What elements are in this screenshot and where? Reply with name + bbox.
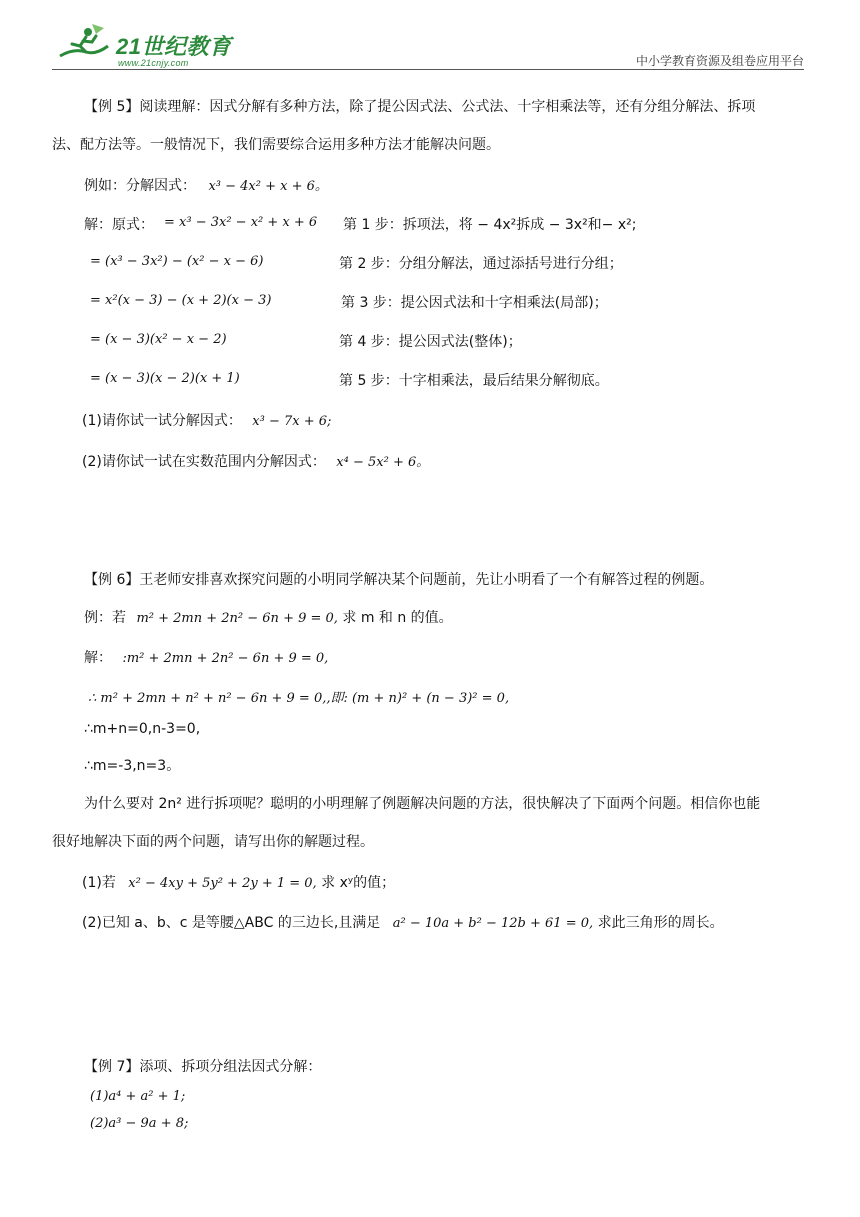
ex7-question-1: (1)a⁴ + a² + 1; [90, 1089, 186, 1104]
ex5-q1-label: (1)请你试一试分解因式： [82, 413, 242, 429]
platform-title: 中小学教育资源及组卷应用平台 [635, 54, 804, 68]
ex6-q2-expr: a² − 10a + b² − 12b + 61 = 0, [392, 916, 594, 931]
ex5-step5-expr: = (x − 3)(x − 2)(x + 1) [90, 371, 240, 386]
ex6-example-expr: m² + 2mn + 2n² − 6n + 9 = 0, [136, 611, 338, 626]
logo [52, 22, 252, 70]
ex5-step2-note: 第 2 步：分组分解法，通过添括号进行分组； [339, 256, 623, 272]
ex5-step2-expr: = (x³ − 3x²) − (x² − x − 6) [90, 254, 264, 269]
ex5-step4-expr: = (x − 3)(x² − x − 2) [90, 332, 227, 347]
ex5-intro-line2: 法、配方法等。一般情况下，我们需要综合运用多种方法才能解决问题。 [52, 137, 500, 153]
ex5-step3-expr: = x²(x − 3) − (x + 2)(x − 3) [90, 293, 272, 308]
ex6-example-label: 例：若 [84, 610, 126, 626]
ex6-why-line2: 很好地解决下面的两个问题，请写出你的解题过程。 [52, 834, 374, 850]
ex6-solution-step3: ∴m+n=0,n-3=0, [84, 721, 201, 737]
ex6-solution [84, 647, 328, 667]
ex6-q1-expr: x² − 4xy + 5y² + 2y + 1 = 0, [128, 876, 317, 891]
ex5-example [84, 175, 328, 195]
ex6-example [84, 607, 453, 627]
ex6-example-tail: 求 m 和 n 的值。 [342, 610, 453, 626]
ex7-question-2: (2)a³ − 9a + 8; [90, 1116, 189, 1131]
logo-url: www.21cnjy.com [118, 58, 189, 68]
runner-icon [52, 22, 112, 70]
ex6-question-1 [82, 872, 395, 892]
ex5-step4-note: 第 4 步：提公因式法(整体)； [339, 334, 522, 350]
ex5-q1-expr: x³ − 7x + 6; [252, 414, 332, 429]
page-header [52, 22, 804, 70]
ex7-intro: 【例 7】添项、拆项分组法因式分解： [84, 1059, 322, 1075]
ex6-q2-tail: 求此三角形的周长。 [597, 915, 724, 931]
ex5-example-label: 例如：分解因式： [84, 178, 196, 194]
ex5-question-1 [82, 410, 331, 430]
ex6-question-2 [82, 912, 724, 932]
ex5-q2-expr: x⁴ − 5x² + 6。 [336, 455, 430, 470]
ex6-q1-tail: 求 xʸ的值； [321, 875, 396, 891]
ex6-solution-step2: ∴ m² + 2mn + n² + n² − 6n + 9 = 0,,即: (m + n)² + (n − 3)² = 0, [88, 691, 510, 706]
ex5-solution-label: 解：原式： [84, 217, 154, 233]
header-divider [52, 69, 804, 70]
ex5-step1-note: 第 1 步：拆项法，将 − 4x²拆成 − 3x²和− x²; [343, 217, 637, 233]
logo-text: 21世纪教育 [116, 34, 232, 59]
ex6-q1-label: (1)若 [82, 875, 116, 891]
ex5-step5-note: 第 5 步：十字相乘法，最后结果分解彻底。 [339, 373, 609, 389]
ex6-solution-label: 解： [84, 650, 112, 666]
ex5-question-2 [82, 451, 429, 471]
ex5-intro-line1: 【例 5】阅读理解：因式分解有多种方法，除了提公因式法、公式法、十字相乘法等，还有分组分解法、拆项 [84, 99, 756, 115]
ex6-solution-expr: :m² + 2mn + 2n² − 6n + 9 = 0, [122, 651, 329, 666]
ex5-step1-expr: = x³ − 3x² − x² + x + 6 [164, 215, 318, 230]
ex6-intro: 【例 6】王老师安排喜欢探究问题的小明同学解决某个问题前，先让小明看了一个有解答过程的例题。 [84, 572, 714, 588]
ex5-example-expr: x³ − 4x² + x + 6。 [208, 179, 328, 194]
ex5-q2-label: (2)请你试一试在实数范围内分解因式： [82, 454, 326, 470]
ex6-why-line1: 为什么要对 2n² 进行拆项呢？聪明的小明理解了例题解决问题的方法，很快解决了下面两个问题。相信你也能 [84, 796, 761, 812]
ex5-step3-note: 第 3 步：提公因式法和十字相乘法(局部)； [341, 295, 608, 311]
ex6-q2-label: (2)已知 a、b、c 是等腰△ABC 的三边长,且满足 [82, 915, 381, 931]
ex6-solution-step4: ∴m=-3,n=3。 [84, 758, 181, 774]
